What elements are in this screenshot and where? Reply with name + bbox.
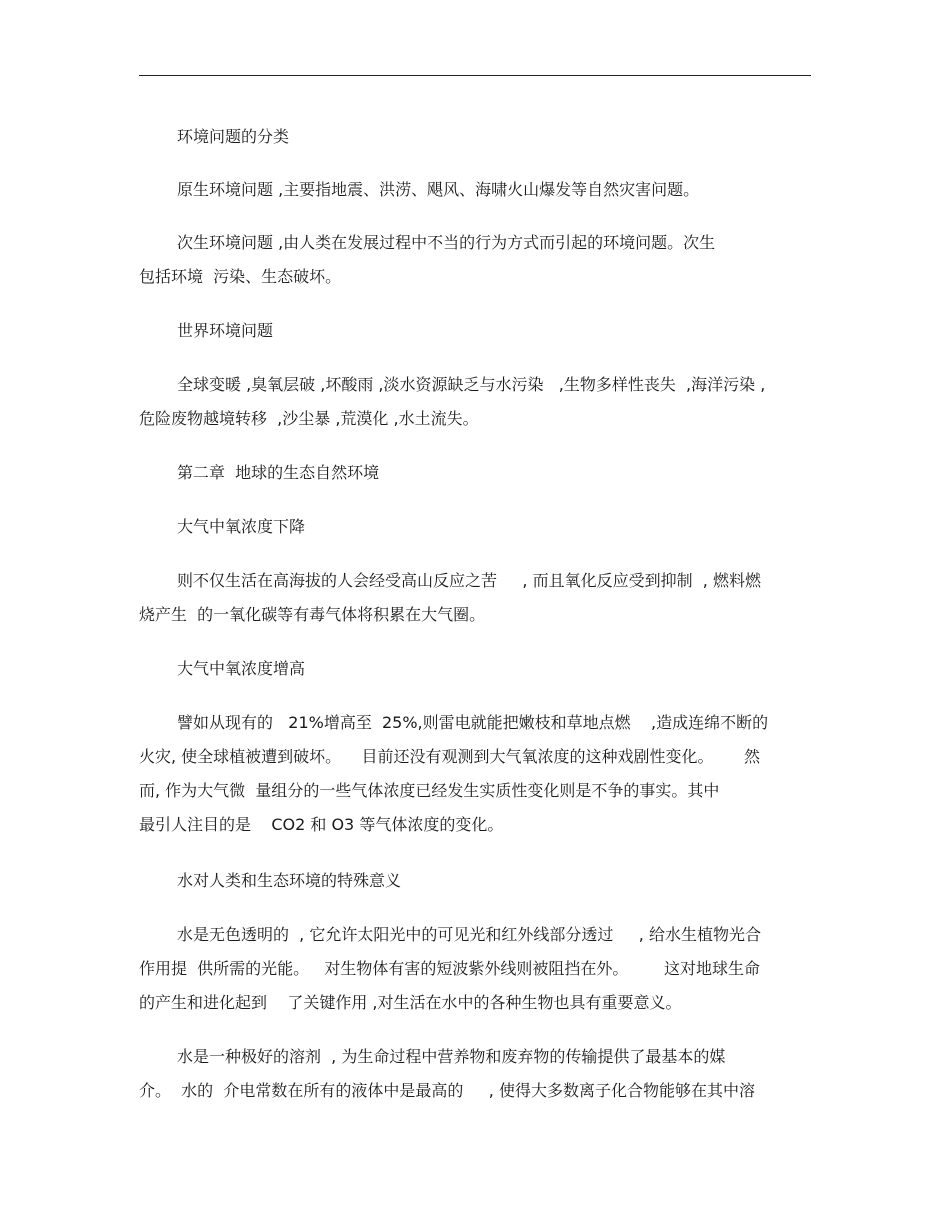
- paragraph-line: 水是无色透明的 , 它允许太阳光中的可见光和红外线部分透过 , 给水生植物光合: [177, 925, 761, 944]
- paragraph-line: 譬如从现有的 21%增高至 25%,则雷电就能把嫩枝和草地点燃 ,造成连绵不断的: [177, 713, 769, 732]
- section-heading: 世界环境问题: [177, 321, 274, 340]
- paragraph-line: 包括环境 污染、生态破坏。: [139, 267, 342, 286]
- paragraph-line: 水是一种极好的溶剂 , 为生命过程中营养物和废弃物的传输提供了最基本的媒: [177, 1047, 726, 1066]
- paragraph-line: 火灾, 使全球植被遭到破坏。 目前还没有观测到大气氧浓度的这种戏剧性变化。 然: [139, 747, 761, 766]
- paragraph-line: 的产生和进化起到 了关键作用 ,对生活在水中的各种生物也具有重要意义。: [139, 993, 682, 1012]
- paragraph-line: 作用提 供所需的光能。 对生物体有害的短波紫外线则被阻挡在外。 这对地球生命: [139, 959, 761, 978]
- paragraph-line: 原生环境问题 ,主要指地震、洪涝、飓风、海啸火山爆发等自然灾害问题。: [177, 180, 700, 199]
- section-heading: 水对人类和生态环境的特殊意义: [177, 871, 402, 890]
- paragraph-line: 全球变暖 ,臭氧层破 ,坏酸雨 ,淡水资源缺乏与水污染 ,生物多样性丧失 ,海洋污染 ,: [177, 375, 766, 394]
- paragraph-line: 烧产生 的一氧化碳等有毒气体将积累在大气圈。: [139, 605, 486, 624]
- paragraph-line: 则不仅生活在高海拔的人会经受高山反应之苦 , 而且氧化反应受到抑制 , 燃料燃: [177, 571, 761, 590]
- paragraph-line: 最引人注目的是 CO2 和 O3 等气体浓度的变化。: [139, 815, 504, 834]
- section-heading: 大气中氧浓度下降: [177, 517, 306, 536]
- header-rule: [139, 75, 811, 76]
- section-heading: 环境问题的分类: [177, 127, 290, 146]
- paragraph-line: 次生环境问题 ,由人类在发展过程中不当的行为方式而引起的环境问题。次生: [177, 233, 716, 252]
- section-heading: 大气中氧浓度增高: [177, 659, 306, 678]
- paragraph-line: 介。 水的 介电常数在所有的液体中是最高的 , 使得大多数离子化合物能够在其中溶: [139, 1081, 755, 1100]
- paragraph-line: 危险废物越境转移 ,沙尘暴 ,荒漠化 ,水土流失。: [139, 409, 479, 428]
- paragraph-line: 而, 作为大气微 量组分的一些气体浓度已经发生实质性变化则是不争的事实。其中: [139, 781, 720, 800]
- chapter-heading: 第二章 地球的生态自然环境: [177, 463, 380, 482]
